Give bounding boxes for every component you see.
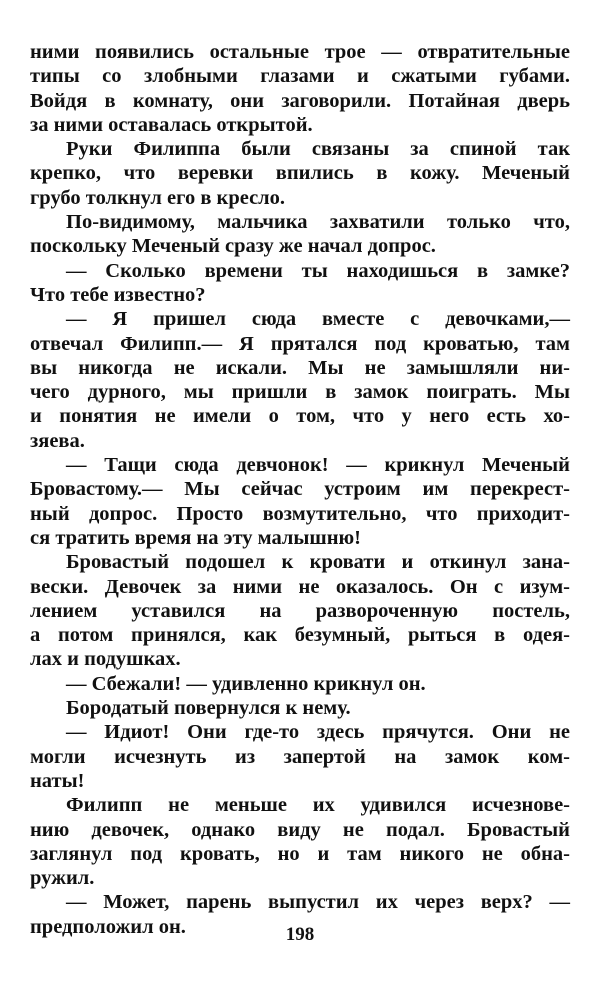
page-number: 198 <box>285 924 315 945</box>
text-line: могли исчезнуть из запертой на замок ком- <box>30 745 570 768</box>
text-line: — Я пришел сюда вместе с девочками,— <box>66 308 570 331</box>
text-line: наты! <box>30 769 85 792</box>
text-line: заглянул под кровать, но и там никого не обна- <box>30 842 570 865</box>
text-line: Руки Филиппа были связаны за спиной так <box>66 138 570 161</box>
text-line: поскольку Меченый сразу же начал допрос. <box>30 235 436 258</box>
text-line: крепко, что веревки впились в кожу. Меченый <box>30 162 570 185</box>
text-line: Что тебе известно? <box>30 283 206 306</box>
text-line: зяева. <box>30 429 85 452</box>
text-line: чего дурного, мы пришли в замок поиграть. Мы <box>30 381 570 404</box>
text-line: — Сколько времени ты находишься в замке? <box>66 259 570 282</box>
text-line: Филипп не меньше их удивился исчезнове- <box>66 794 570 817</box>
text-line: — Может, парень выпустил их через верх? — <box>66 891 570 914</box>
text-line: Войдя в комнату, они заговорили. Потайная дверь <box>30 89 570 112</box>
text-line: — Тащи сюда девчонок! — крикнул Меченый <box>66 454 570 477</box>
text-line: нию девочек, однако виду не подал. Бровастый <box>30 818 570 841</box>
text-line: — Идиот! Они где-то здесь прячутся. Они не <box>66 721 570 744</box>
text-line: ружил. <box>30 867 95 890</box>
text-line: ный допрос. Просто возмутительно, что приходит- <box>30 502 570 525</box>
text-line: типы со злобными глазами и сжатыми губами. <box>30 65 570 88</box>
book-page-text <box>30 40 570 939</box>
text-line: ся тратить время на эту малышню! <box>30 526 362 549</box>
text-line: грубо толкнул его в кресло. <box>30 186 286 209</box>
text-line: предположил он. <box>30 915 186 938</box>
text-line: лением уставился на развороченную постель, <box>30 599 570 622</box>
text-line: Бровастый подошел к кровати и откинул зана- <box>66 551 570 574</box>
text-line: вы никогда не искали. Мы не замышляли ни- <box>30 356 570 379</box>
text-line: — Сбежали! — удивленно крикнул он. <box>66 672 426 695</box>
text-line: лах и подушках. <box>30 648 181 671</box>
text-line: и понятия не имели о том, что у него есть хо- <box>30 405 570 428</box>
text-line: а потом принялся, как безумный, рыться в одея- <box>30 624 570 647</box>
text-line: отвечал Филипп.— Я прятался под кроватью, там <box>30 332 570 355</box>
text-line: Бровастому.— Мы сейчас устроим им перекрест- <box>30 478 570 501</box>
text-line: ними появились остальные трое — отвратительные <box>30 41 570 63</box>
text-line: По-видимому, мальчика захватили только что, <box>66 211 570 234</box>
text-line: Бородатый повернулся к нему. <box>66 697 351 720</box>
text-line: вески. Девочек за ними не оказалось. Он с изум- <box>30 575 570 598</box>
text-line: за ними оставалась открытой. <box>30 113 313 136</box>
